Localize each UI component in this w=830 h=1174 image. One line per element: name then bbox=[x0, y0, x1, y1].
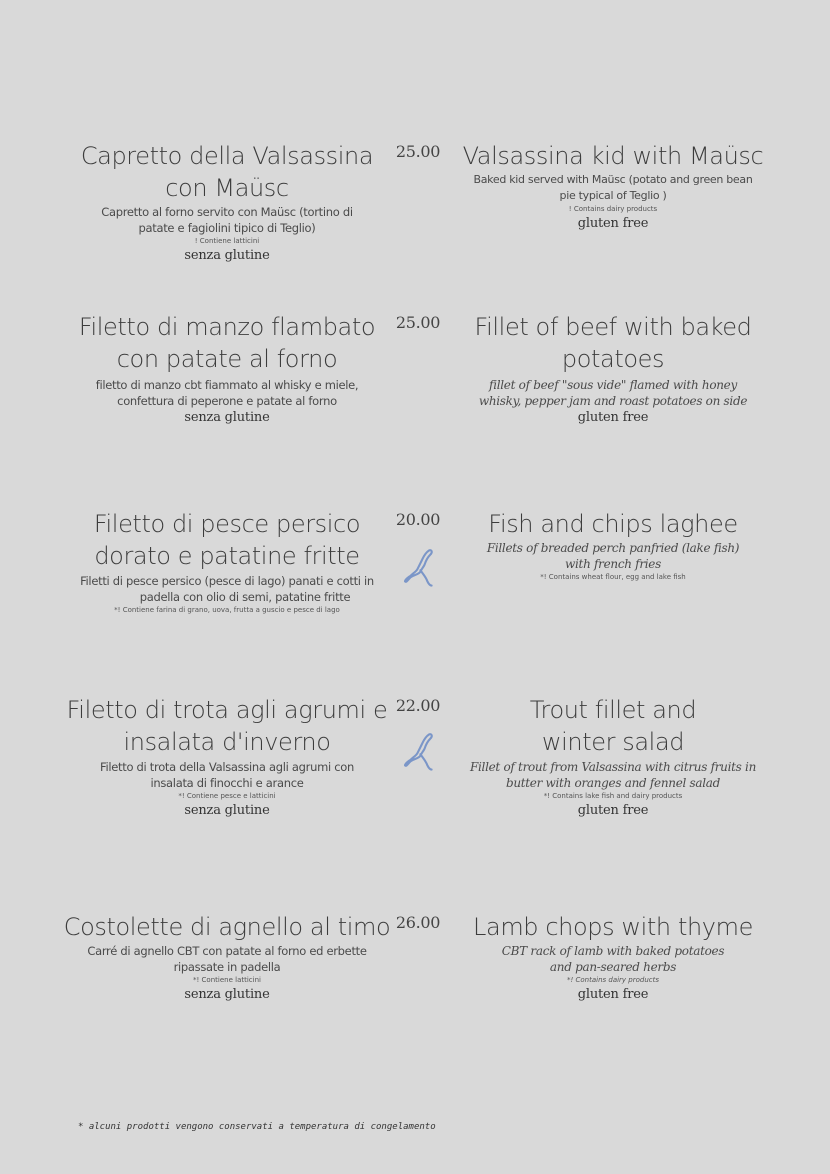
price: 26.00 bbox=[395, 913, 441, 932]
title-line: dorato e patatine fritte bbox=[94, 542, 360, 570]
english-column bbox=[448, 508, 778, 583]
english-column bbox=[448, 911, 778, 1004]
title-line: Filetto di manzo flambato bbox=[78, 313, 376, 341]
description-line: butter with oranges and fennel salad bbox=[505, 776, 721, 790]
price: 25.00 bbox=[395, 142, 441, 161]
gluten-free-tag-en: gluten free bbox=[577, 987, 649, 1002]
price: 25.00 bbox=[395, 313, 441, 332]
allergen-note-it: *! Contiene latticini bbox=[193, 976, 261, 984]
dish-title-it bbox=[50, 140, 404, 204]
italian-column bbox=[50, 911, 404, 1004]
dish-title-en bbox=[448, 911, 778, 943]
price: 20.00 bbox=[395, 510, 441, 529]
title-line: Capretto della Valsassina bbox=[80, 142, 374, 170]
description-line: Filetto di trota della Valsassina agli agrumi con bbox=[100, 760, 354, 774]
allergen-note-it: *! Contiene farina di grano, uova, frutta a guscio e pesce di lago bbox=[114, 606, 340, 614]
title-line: Costolette di agnello al timo bbox=[63, 913, 391, 941]
title-line: Fillet of beef with baked bbox=[474, 313, 752, 341]
title-line: Filetto di pesce persico bbox=[93, 510, 361, 538]
gluten-free-tag-it: senza glutine bbox=[184, 410, 270, 425]
allergen-note-en: *! Contains lake fish and dairy products bbox=[543, 792, 683, 800]
description-line: and pan-seared herbs bbox=[549, 960, 677, 974]
price: 22.00 bbox=[395, 696, 441, 715]
title-line: potatoes bbox=[561, 345, 665, 373]
description-line: Fillets of breaded perch panfried (lake fish) bbox=[486, 541, 740, 555]
title-line: con patate al forno bbox=[116, 345, 338, 373]
italian-column bbox=[50, 140, 404, 265]
dish-description-it bbox=[50, 377, 404, 409]
lake-map-icon bbox=[398, 726, 440, 774]
gluten-free-tag-en: gluten free bbox=[577, 803, 649, 818]
dish-title-it bbox=[50, 508, 404, 572]
gluten-free-tag-it: senza glutine bbox=[184, 248, 270, 263]
description-line: Baked kid served with Maüsc (potato and green bean bbox=[473, 173, 753, 186]
description-line: with french fries bbox=[565, 557, 661, 571]
dish-description-it bbox=[40, 759, 414, 791]
description-line: Filetti di pesce persico (pesce di lago) panati e cotti in bbox=[80, 574, 374, 588]
dish-description-en bbox=[448, 540, 778, 572]
dish-title-it bbox=[50, 911, 404, 943]
dish-description-it bbox=[50, 943, 404, 975]
description-line: ripassate in padella bbox=[173, 960, 281, 974]
description-line: insalata di finocchi e arance bbox=[150, 776, 304, 790]
italian-column bbox=[50, 311, 404, 427]
dish-description-en bbox=[448, 759, 778, 791]
description-line: Carré di agnello CBT con patate al forno ed erbette bbox=[87, 944, 367, 958]
description-line: Capretto al forno servito con Maüsc (tortino di bbox=[101, 205, 353, 219]
allergen-note-it: *! Contiene pesce e latticini bbox=[178, 792, 276, 800]
description-line: fillet of beef "sous vide" flamed with honey bbox=[489, 378, 737, 392]
allergen-note-en: *! Contains wheat flour, egg and lake fish bbox=[540, 573, 686, 581]
description-line: filetto di manzo cbt fiammato al whisky e miele, bbox=[95, 378, 359, 392]
title-line: Fish and chips laghee bbox=[488, 510, 738, 538]
title-line: Filetto di trota agli agrumi e bbox=[66, 696, 388, 724]
description-line: Fillet of trout from Valsassina with citrus fruits in bbox=[469, 760, 757, 774]
dish-title-en bbox=[448, 694, 778, 758]
italian-column bbox=[40, 694, 414, 820]
description-line: whisky, pepper jam and roast potatoes on side bbox=[478, 394, 748, 408]
allergen-note-it: ! Contiene latticini bbox=[194, 237, 260, 245]
footnote: * alcuni prodotti vengono conservati a temperatura di congelamento bbox=[78, 1122, 436, 1132]
allergen-note-en: *! Contains dairy products bbox=[566, 976, 660, 984]
dish-title-it bbox=[40, 694, 414, 758]
gluten-free-tag-en: gluten free bbox=[577, 216, 649, 231]
dish-title-en bbox=[448, 140, 778, 172]
gluten-free-tag-it: senza glutine bbox=[184, 803, 270, 818]
dish-title-en bbox=[448, 508, 778, 540]
dish-description-it bbox=[50, 573, 404, 605]
dish-description-en bbox=[448, 943, 778, 975]
description-line: padella con olio di semi, patatine fritte bbox=[139, 590, 351, 604]
english-column bbox=[448, 140, 778, 233]
title-line: insalata d'inverno bbox=[123, 728, 331, 756]
dish-title-en bbox=[448, 311, 778, 375]
title-line: winter salad bbox=[541, 728, 685, 756]
dish-description-en bbox=[448, 172, 778, 204]
description-line: patate e fagiolini tipico di Teglio) bbox=[138, 221, 316, 235]
english-column bbox=[448, 694, 778, 820]
title-line: con Maüsc bbox=[165, 174, 289, 202]
dish-description-en bbox=[448, 377, 778, 409]
title-line: Trout fillet and bbox=[529, 696, 697, 724]
title-line: Lamb chops with thyme bbox=[473, 913, 753, 941]
description-line: pie typical of Teglio ) bbox=[559, 189, 667, 202]
title-line: Valsassina kid with Maüsc bbox=[462, 142, 764, 170]
italian-column bbox=[50, 508, 404, 616]
dish-title-it bbox=[50, 311, 404, 375]
lake-map-icon bbox=[398, 542, 440, 590]
gluten-free-tag-it: senza glutine bbox=[184, 987, 270, 1002]
description-line: CBT rack of lamb with baked potatoes bbox=[501, 944, 725, 958]
description-line: confettura di peperone e patate al forno bbox=[117, 394, 337, 408]
gluten-free-tag-en: gluten free bbox=[577, 410, 649, 425]
allergen-note-en: ! Contains dairy products bbox=[568, 205, 658, 213]
dish-description-it bbox=[50, 204, 404, 236]
english-column bbox=[448, 311, 778, 427]
